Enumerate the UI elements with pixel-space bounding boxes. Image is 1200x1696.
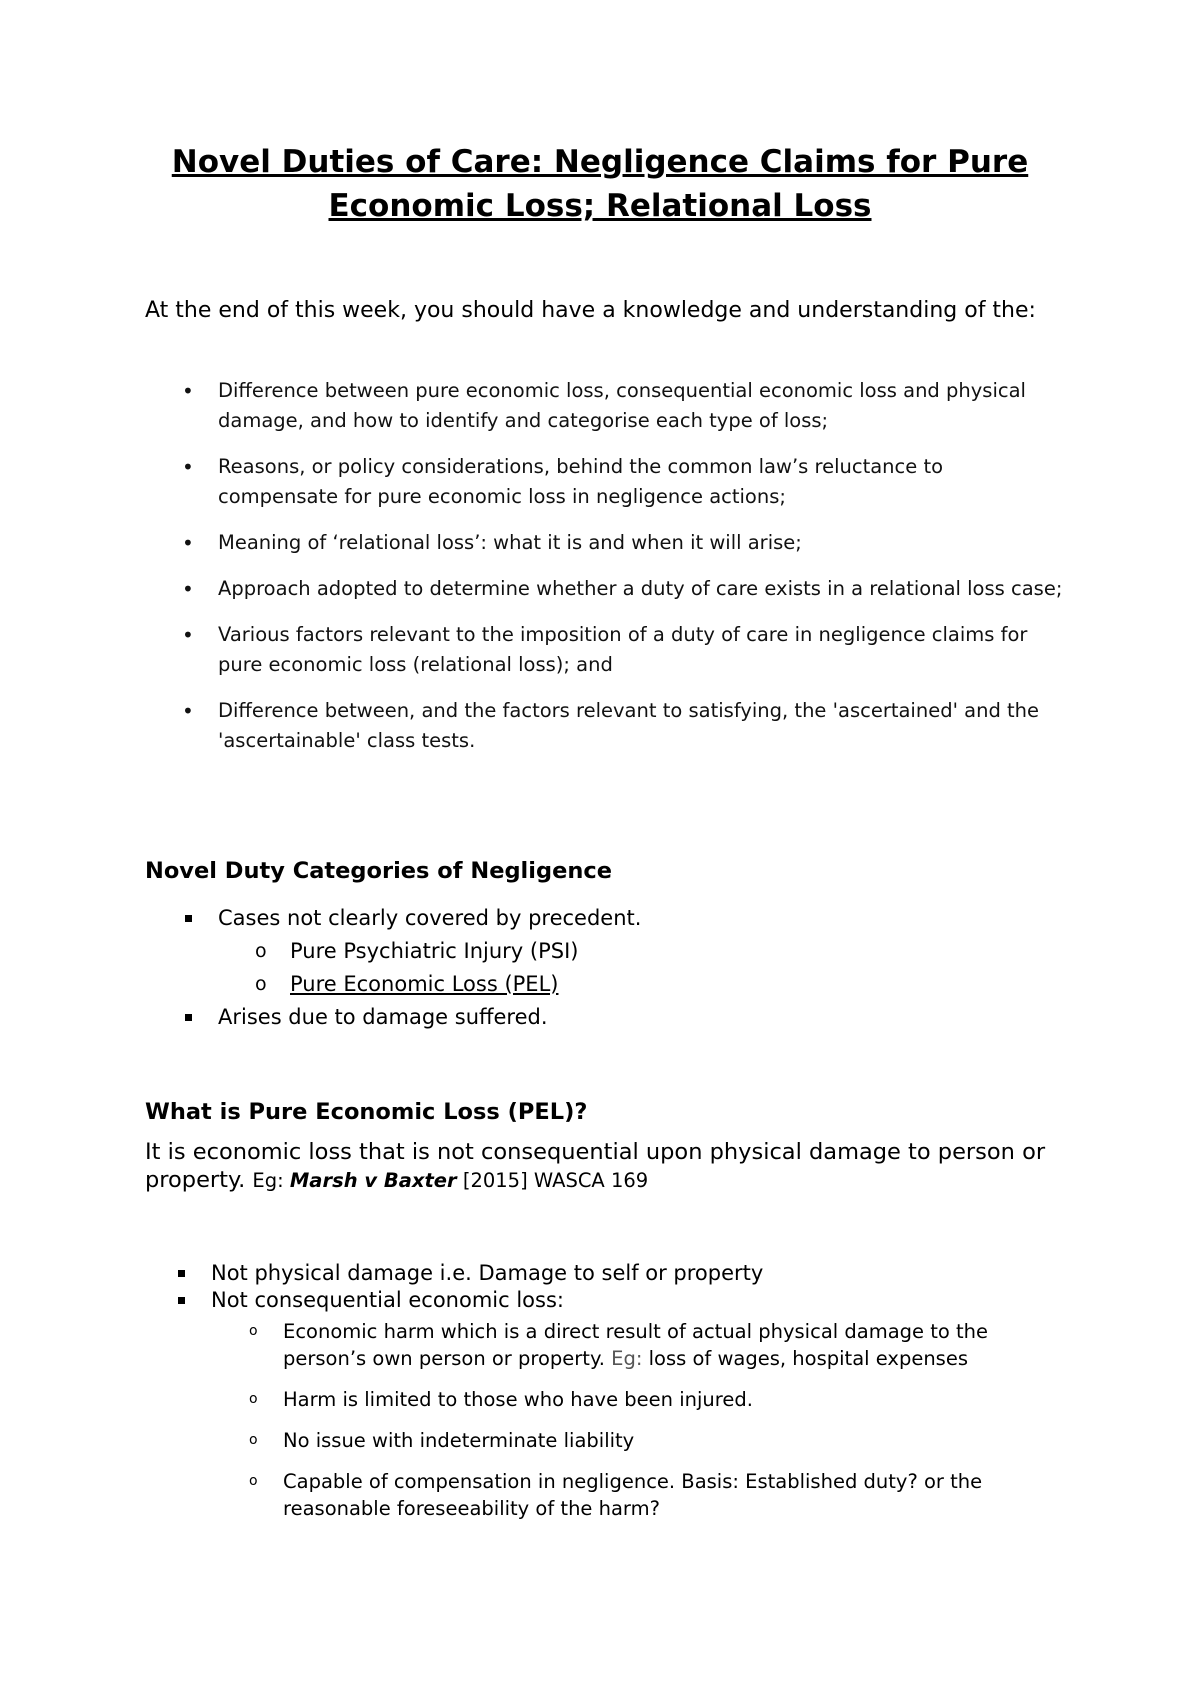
case-reference <box>252 1169 648 1192</box>
objective-item: • Meaning of ‘relational loss’: what it is and when it will arise; <box>145 528 1065 558</box>
title-line-1: Novel Duties of Care: Negligence Claims for Pure <box>171 144 1029 180</box>
objective-item: • Approach adopted to determine whether a duty of care exists in a relational loss case; <box>145 574 1065 604</box>
pel-definition-text: It is economic loss that is not consequential upon physical damage to person or property. <box>145 1139 1046 1193</box>
list-subitem: o Harm is limited to those who have been injured. <box>145 1386 1065 1413</box>
list-subitem: o No issue with indeterminate liability <box>145 1427 1065 1454</box>
pel-list <box>145 1260 1065 1536</box>
case-name: Marsh v Baxter <box>289 1169 457 1192</box>
subitem-text: Economic harm which is a direct result of actual physical damage to the person’s own person or property. <box>283 1320 989 1370</box>
novel-duty-heading: Novel Duty Categories of Negligence <box>145 858 612 884</box>
pel-underlined-text: Pure Economic Loss (PEL) <box>290 972 559 996</box>
case-citation: [2015] WASCA 169 <box>462 1169 649 1192</box>
eg-label: Eg: <box>611 1347 643 1370</box>
subitem-example: loss of wages, hospital expenses <box>648 1347 968 1370</box>
learning-objectives-list <box>145 376 1065 772</box>
pel-definition <box>145 1138 1065 1195</box>
list-subitem: o Pure Psychiatric Injury (PSI) <box>145 935 1065 968</box>
pel-heading: What is Pure Economic Loss (PEL)? <box>145 1099 588 1125</box>
list-item: Cases not clearly covered by precedent. <box>145 902 1065 935</box>
objective-item: • Difference between, and the factors relevant to satisfying, the 'ascertained' and the 'ascertainable' class tests. <box>145 696 1065 756</box>
list-item: Not physical damage i.e. Damage to self or property <box>145 1260 1065 1287</box>
objective-item: • Various factors relevant to the imposition of a duty of care in negligence claims for pure economic loss (relational loss); and <box>145 620 1065 680</box>
novel-duty-list <box>145 902 1065 1034</box>
list-subitem <box>145 968 1065 1001</box>
list-item: Arises due to damage suffered. <box>145 1001 1065 1034</box>
title-line-2: Economic Loss; Relational Loss <box>328 188 872 224</box>
intro-paragraph: At the end of this week, you should have a knowledge and understanding of the: <box>145 298 1036 323</box>
objective-item: • Reasons, or policy considerations, behind the common law’s reluctance to compensate for pure economic loss in negligence actions; <box>145 452 1065 512</box>
objective-item: • Difference between pure economic loss, consequential economic loss and physical damage, and how to identify and categorise each type of loss; <box>145 376 1065 436</box>
list-item: Not consequential economic loss: <box>145 1287 1065 1314</box>
page-title <box>140 140 1060 228</box>
eg-prefix: Eg: <box>252 1169 284 1192</box>
list-subitem: o Capable of compensation in negligence. Basis: Established duty? or the reasonable foreseeability of the harm? <box>145 1468 1065 1522</box>
list-subitem <box>145 1318 1065 1372</box>
